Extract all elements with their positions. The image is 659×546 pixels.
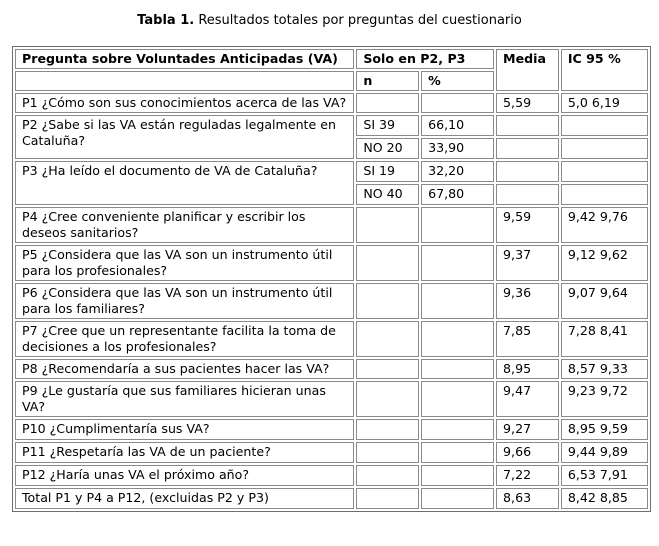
mean-cell: 9,47 bbox=[496, 381, 559, 417]
ci-cell bbox=[561, 115, 648, 136]
mean-cell: 9,36 bbox=[496, 283, 559, 319]
header-pct: % bbox=[421, 71, 494, 91]
mean-cell bbox=[496, 184, 559, 205]
table-row bbox=[15, 161, 648, 182]
ci-cell: 9,12 9,62 bbox=[561, 245, 648, 281]
pct-cell bbox=[421, 419, 494, 440]
pct-cell bbox=[421, 207, 494, 243]
n-cell: NO 20 bbox=[356, 138, 419, 159]
ci-cell: 9,07 9,64 bbox=[561, 283, 648, 319]
table-row bbox=[15, 115, 648, 136]
pct-cell bbox=[421, 442, 494, 463]
n-cell bbox=[356, 488, 419, 509]
mean-cell: 7,22 bbox=[496, 465, 559, 486]
question-cell: Total P1 y P4 a P12, (excluidas P2 y P3) bbox=[15, 488, 354, 509]
pct-cell bbox=[421, 283, 494, 319]
subheader-empty bbox=[15, 71, 354, 91]
question-cell: P12 ¿Haría unas VA el próximo año? bbox=[15, 465, 354, 486]
pct-cell bbox=[421, 93, 494, 113]
n-cell bbox=[356, 283, 419, 319]
pct-cell bbox=[421, 381, 494, 417]
table-row bbox=[15, 283, 648, 319]
pct-cell: 66,10 bbox=[421, 115, 494, 136]
n-cell bbox=[356, 442, 419, 463]
n-cell: SI 39 bbox=[356, 115, 419, 136]
question-cell: P4 ¿Cree conveniente planificar y escribir los deseos sanitarios? bbox=[15, 207, 354, 243]
ci-cell: 6,53 7,91 bbox=[561, 465, 648, 486]
caption-text: Resultados totales por preguntas del cuestionario bbox=[194, 13, 522, 28]
mean-cell bbox=[496, 115, 559, 136]
question-cell: P3 ¿Ha leído el documento de VA de Cataluña? bbox=[15, 161, 354, 205]
table-row bbox=[15, 245, 648, 281]
n-cell bbox=[356, 419, 419, 440]
n-cell: NO 40 bbox=[356, 184, 419, 205]
mean-cell: 9,66 bbox=[496, 442, 559, 463]
mean-cell: 7,85 bbox=[496, 321, 559, 357]
total-row bbox=[15, 488, 648, 509]
n-cell bbox=[356, 207, 419, 243]
ci-cell: 7,28 8,41 bbox=[561, 321, 648, 357]
n-cell bbox=[356, 245, 419, 281]
question-cell: P5 ¿Considera que las VA son un instrumento útil para los profesionales? bbox=[15, 245, 354, 281]
n-cell: SI 19 bbox=[356, 161, 419, 182]
pct-cell bbox=[421, 321, 494, 357]
caption-label: Tabla 1. bbox=[137, 13, 195, 28]
n-cell bbox=[356, 381, 419, 417]
pct-cell: 33,90 bbox=[421, 138, 494, 159]
ci-cell: 5,0 6,19 bbox=[561, 93, 648, 113]
mean-cell: 5,59 bbox=[496, 93, 559, 113]
table-caption bbox=[0, 12, 659, 30]
question-cell: P8 ¿Recomendaría a sus pacientes hacer las VA? bbox=[15, 359, 354, 379]
ci-cell bbox=[561, 138, 648, 159]
question-cell: P1 ¿Cómo son sus conocimientos acerca de las VA? bbox=[15, 93, 354, 113]
mean-cell: 8,95 bbox=[496, 359, 559, 379]
question-cell: P6 ¿Considera que las VA son un instrumento útil para los familiares? bbox=[15, 283, 354, 319]
results-table bbox=[12, 46, 651, 512]
n-cell bbox=[356, 93, 419, 113]
table-row bbox=[15, 419, 648, 440]
table-row bbox=[15, 207, 648, 243]
pct-cell: 67,80 bbox=[421, 184, 494, 205]
header-n: n bbox=[356, 71, 419, 91]
ci-cell bbox=[561, 184, 648, 205]
question-cell: P11 ¿Respetaría las VA de un paciente? bbox=[15, 442, 354, 463]
ci-cell: 9,44 9,89 bbox=[561, 442, 648, 463]
header-ci: IC 95 % bbox=[561, 49, 648, 91]
mean-cell: 9,37 bbox=[496, 245, 559, 281]
table-row bbox=[15, 321, 648, 357]
mean-cell bbox=[496, 138, 559, 159]
question-cell: P9 ¿Le gustaría que sus familiares hicieran unas VA? bbox=[15, 381, 354, 417]
ci-cell: 9,42 9,76 bbox=[561, 207, 648, 243]
header-group: Solo en P2, P3 bbox=[356, 49, 494, 69]
table-row bbox=[15, 465, 648, 486]
pct-cell: 32,20 bbox=[421, 161, 494, 182]
question-cell: P2 ¿Sabe si las VA están reguladas legalmente en Cataluña? bbox=[15, 115, 354, 159]
header-row bbox=[15, 49, 648, 69]
n-cell bbox=[356, 359, 419, 379]
pct-cell bbox=[421, 465, 494, 486]
question-cell: P10 ¿Cumplimentaría sus VA? bbox=[15, 419, 354, 440]
pct-cell bbox=[421, 245, 494, 281]
n-cell bbox=[356, 465, 419, 486]
mean-cell bbox=[496, 161, 559, 182]
table-row bbox=[15, 442, 648, 463]
header-mean: Media bbox=[496, 49, 559, 91]
ci-cell: 9,23 9,72 bbox=[561, 381, 648, 417]
ci-cell: 8,95 9,59 bbox=[561, 419, 648, 440]
mean-cell: 9,59 bbox=[496, 207, 559, 243]
pct-cell bbox=[421, 488, 494, 509]
table-row bbox=[15, 93, 648, 113]
ci-cell: 8,57 9,33 bbox=[561, 359, 648, 379]
mean-cell: 9,27 bbox=[496, 419, 559, 440]
mean-cell: 8,63 bbox=[496, 488, 559, 509]
ci-cell: 8,42 8,85 bbox=[561, 488, 648, 509]
question-cell: P7 ¿Cree que un representante facilita la toma de decisiones a los profesionales? bbox=[15, 321, 354, 357]
pct-cell bbox=[421, 359, 494, 379]
n-cell bbox=[356, 321, 419, 357]
ci-cell bbox=[561, 161, 648, 182]
table-row bbox=[15, 381, 648, 417]
table-row bbox=[15, 359, 648, 379]
header-question: Pregunta sobre Voluntades Anticipadas (VA) bbox=[15, 49, 354, 69]
